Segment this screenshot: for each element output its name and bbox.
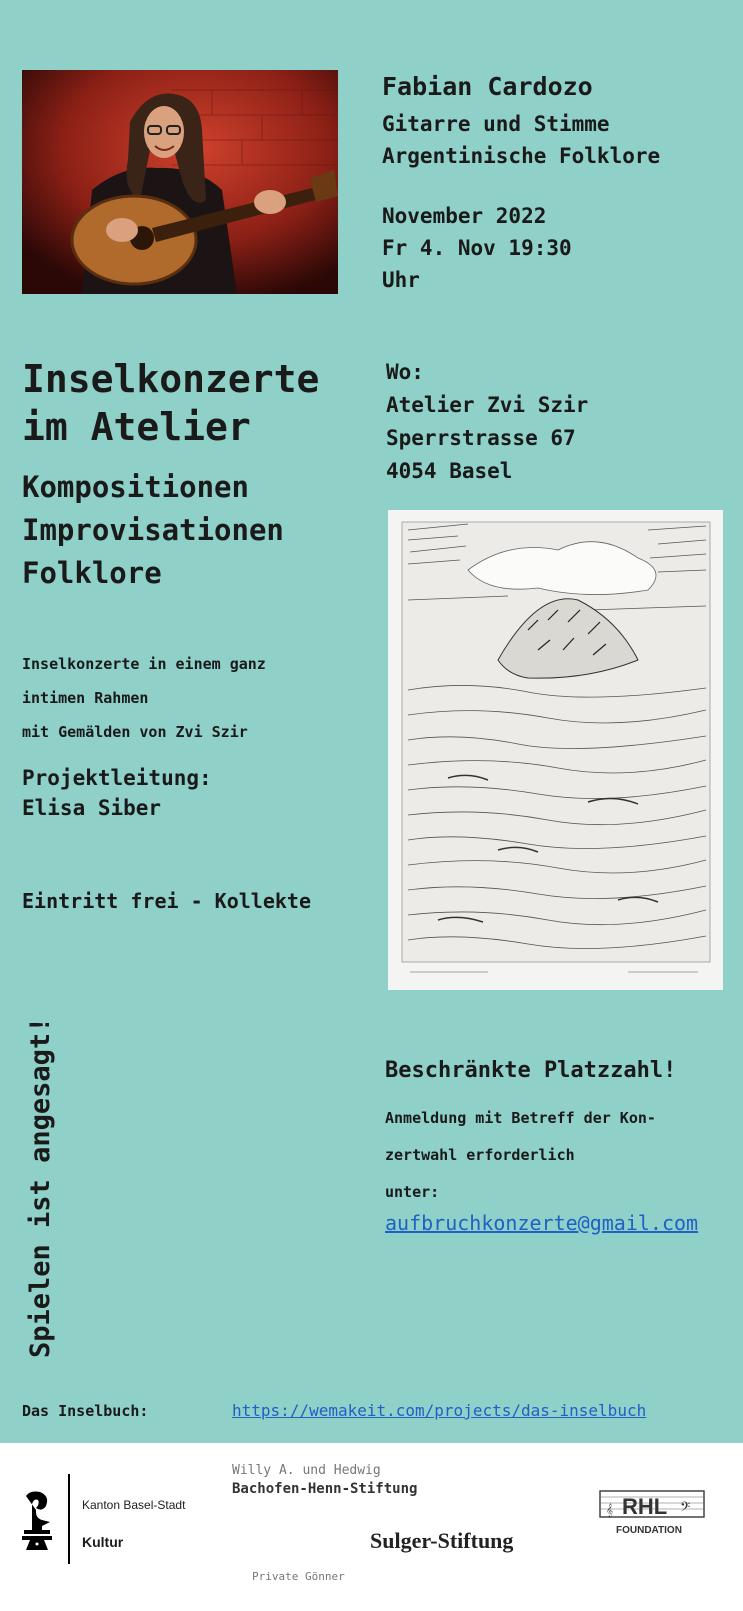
sponsor-private-donors: Private Gönner <box>252 1570 345 1583</box>
artist-photo <box>22 70 338 294</box>
kanton-divider <box>68 1474 70 1564</box>
subtitle-1: Kompositionen <box>22 470 249 504</box>
artist-name: Fabian Cardozo <box>382 72 593 101</box>
description-line-2: intimen Rahmen <box>22 689 149 707</box>
artist-role <box>382 108 660 172</box>
description-line-3: mit Gemälden von Zvi Szir <box>22 723 248 741</box>
kanton-name: Kanton Basel-Stadt <box>82 1498 186 1512</box>
inselbuch-link[interactable]: https://wemakeit.com/projects/das-inselbuch <box>232 1401 647 1420</box>
rhl-foundation-logo <box>596 1487 708 1541</box>
role-line-2: Argentinische Folklore <box>382 144 661 168</box>
location-label: Wo: <box>386 360 424 384</box>
booking-line-3: unter: <box>385 1183 440 1201</box>
event-month: November 2022 <box>382 204 547 228</box>
location-block <box>386 356 588 488</box>
subtitle-3: Folklore <box>22 556 162 590</box>
slogan: Spielen ist angesagt! <box>25 1016 56 1358</box>
svg-text:𝄞: 𝄞 <box>606 1503 614 1517</box>
location-venue: Atelier Zvi Szir <box>386 393 589 417</box>
title-line-1: Inselkonzerte <box>22 357 320 401</box>
location-city: 4054 Basel <box>386 459 513 483</box>
sponsor-sulger: Sulger-Stiftung <box>370 1528 514 1553</box>
svg-text:𝄢: 𝄢 <box>680 1501 691 1518</box>
booking-email-link[interactable]: aufbruchkonzerte@gmail.com <box>385 1211 699 1235</box>
booking-line-1: Anmeldung mit Betreff der Kon- <box>385 1109 656 1127</box>
kanton-department: Kultur <box>82 1534 124 1550</box>
project-lead-label: Projektleitung: <box>22 766 212 790</box>
subtitle-block <box>22 466 284 595</box>
description-line-1: Inselkonzerte in einem ganz <box>22 655 266 673</box>
project-lead <box>22 763 212 823</box>
main-title <box>22 355 319 451</box>
role-line-1: Gitarre und Stimme <box>382 112 610 136</box>
basel-crozier-logo <box>20 1490 54 1552</box>
subtitle-2: Improvisationen <box>22 513 284 547</box>
location-street: Sperrstrasse 67 <box>386 426 576 450</box>
booking-title: Beschränkte Platzzahl! <box>385 1058 677 1083</box>
booking-line-2: zertwahl erforderlich <box>385 1146 575 1164</box>
rhl-mark: RHL <box>622 1494 668 1519</box>
project-lead-name: Elisa Siber <box>22 796 162 820</box>
title-line-2: im Atelier <box>22 405 251 449</box>
sponsor-willy: Willy A. und Hedwig <box>232 1463 381 1478</box>
etching-artwork <box>388 510 723 990</box>
entry-note: Eintritt frei - Kollekte <box>22 889 311 913</box>
description <box>22 647 266 749</box>
event-date: Fr 4. Nov 19:30 <box>382 236 572 260</box>
rhl-sub: FOUNDATION <box>616 1525 682 1536</box>
event-time-suffix: Uhr <box>382 268 420 292</box>
sponsor-bachofen: Bachofen-Henn-Stiftung <box>232 1481 418 1497</box>
booking-text <box>385 1100 656 1211</box>
inselbuch-label: Das Inselbuch: <box>22 1402 149 1420</box>
event-dates <box>382 200 572 296</box>
